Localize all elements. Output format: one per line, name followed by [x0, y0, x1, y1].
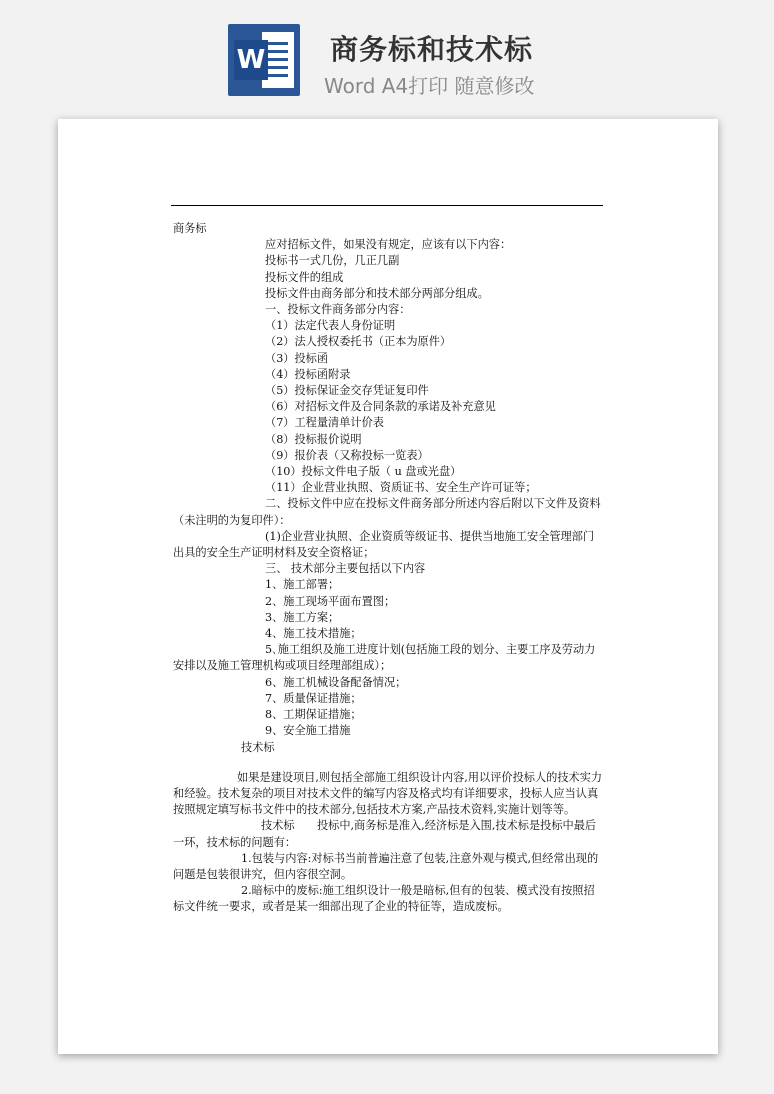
list-item: （9）报价表（又称投标一览表）	[265, 448, 429, 462]
paragraph: 1.包装与内容:对标书当前普遍注意了包装,注意外观与模式,但经常出现的问题是包装很讲究，但内容很空洞。	[173, 851, 599, 881]
list-item: 6、施工机械设备配备情况；	[265, 675, 407, 689]
list-item: 8、工期保证措施；	[265, 708, 362, 722]
list-item: （4）投标函附录	[265, 367, 351, 381]
list-item: （2）法人授权委托书（正本为原件）	[265, 335, 452, 349]
list-item: （8）投标报价说明	[265, 432, 362, 446]
paragraph: (1)企业营业执照、企业资质等级证书、提供当地施工安全管理部门出具的安全生产证明材料及安全资格证；	[173, 529, 595, 560]
document-body	[173, 221, 603, 916]
paragraph-line: 一、投标文件商务部分内容：	[265, 303, 411, 317]
list-item: 2、施工现场平面布置图；	[265, 594, 396, 608]
paragraph: 5､施工组织及施工进度计划(包括施工段的划分、主要工序及劳动力安排以及施工管理机构或项目经理部组成）；	[173, 643, 596, 673]
list-item: （5）投标保证金交存凭证复印件	[265, 384, 429, 398]
page-title: 商务标和技术标	[330, 33, 534, 66]
paragraph: 技术标 投标中,商务标是准入,经济标是入围,技术标是投标中最后一环，技术标的问题有：	[173, 819, 597, 849]
paragraph: 二、投标文件中应在投标文件商务部分所述内容后附以下文件及资料（未注明的为复印件）：	[173, 497, 601, 527]
list-item: （10）投标文件电子版（ u 盘或光盘）	[265, 465, 462, 479]
word-letter-icon: W	[234, 40, 268, 80]
list-item: （11）企业营业执照、资质证书、安全生产许可证等；	[265, 481, 537, 495]
paragraph-line: 应对招标文件，如果没有规定，应该有以下内容：	[265, 238, 512, 252]
header-rule	[171, 205, 603, 206]
list-item: 3、施工方案；	[265, 610, 340, 624]
paragraph-line: 投标文件的组成	[265, 270, 344, 284]
list-item: （1）法定代表人身份证明	[265, 319, 396, 333]
word-icon	[228, 24, 300, 96]
paragraph-line: 投标书一式几份，几正几副	[265, 254, 400, 268]
page-subtitle: Word A4打印 随意修改	[324, 74, 535, 98]
list-item: （7）工程量清单计价表	[265, 416, 384, 430]
list-item: 7、质量保证措施；	[265, 691, 362, 705]
paragraph-line: 投标文件由商务部分和技术部分两部分组成。	[265, 286, 489, 300]
list-item: 9、安全施工措施	[265, 724, 351, 738]
paragraph: 如果是建设项目,则包括全部施工组织设计内容,用以评价投标人的技术实力和经验。技术复杂的项目对技术文件的编写内容及格式均有详细要求，投标人应当认真按照规定填写标书文件中的技术部分,包括技术方案,产品技术资料,实施计划等等。	[173, 770, 603, 817]
paragraph-line: 三、 技术部分主要包括以下内容	[265, 562, 426, 576]
list-item: （3）投标函	[265, 351, 329, 365]
document-page	[58, 119, 718, 1054]
paragraph: 2.暗标中的废标:施工组织设计一般是暗标,但有的包装、模式没有按照招标文件统一要求，或者是某一细部出现了企业的特征等，造成废标。	[173, 884, 595, 914]
list-item: 1、施工部署；	[265, 578, 340, 592]
page-header	[0, 0, 774, 118]
list-item: 4、施工技术措施；	[265, 627, 362, 641]
list-item: （6）对招标文件及合同条款的承诺及补充意见	[265, 400, 496, 414]
section-heading-technical: 技术标	[241, 740, 275, 754]
section-heading-business: 商务标	[173, 222, 207, 235]
